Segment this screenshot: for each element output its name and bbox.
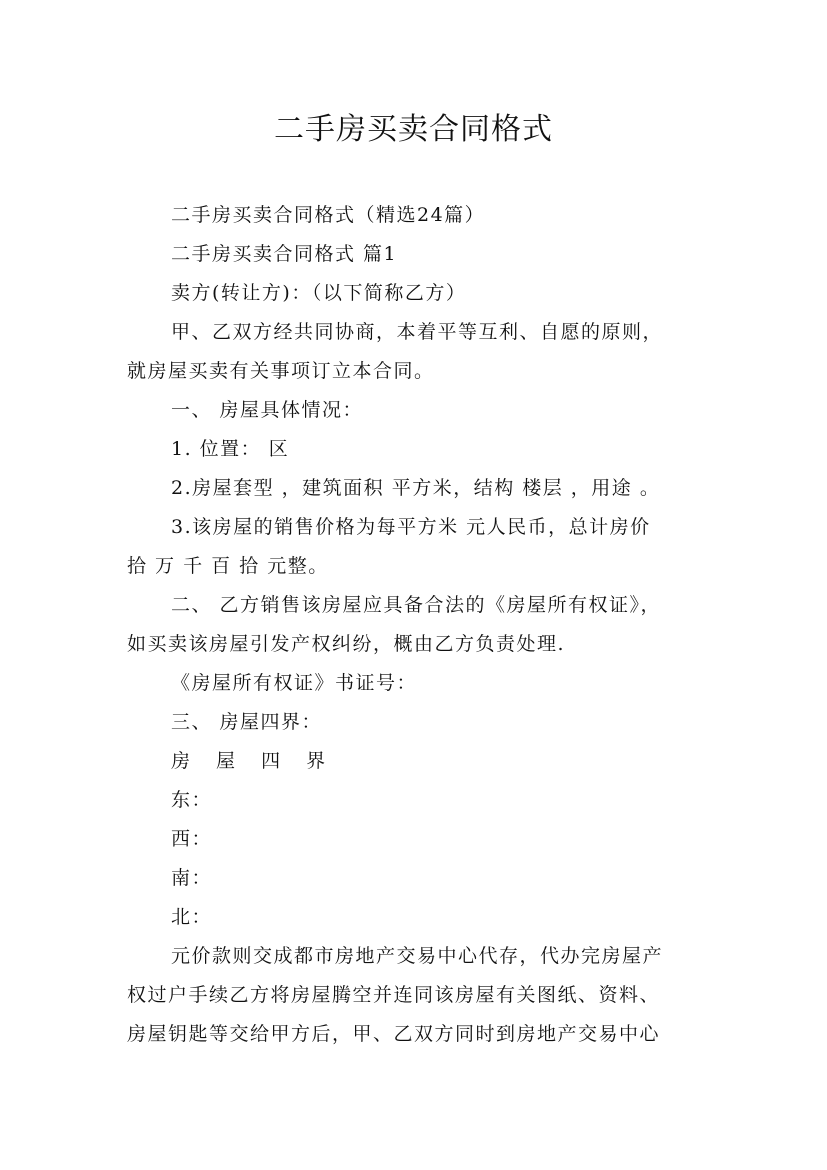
boundary-heading-line: 房 屋 四 界 (171, 750, 336, 772)
paragraph-line: 元价款则交成都市房地产交易中心代存，代办完房屋产 (171, 945, 664, 967)
paragraph-line: 如买卖该房屋引发产权纠纷，概由乙方负责处理. (127, 633, 566, 655)
subtitle-line: 二手房买卖合同格式（精选24篇） (171, 204, 486, 226)
clause-item-line: 1. 位置： 区 (171, 438, 290, 460)
clause-item-line: 2.房屋套型 ，建筑面积 平方米，结构 楼层 ，用途 。 (171, 477, 661, 499)
clause-heading-line: 一、 房屋具体情况： (171, 399, 364, 421)
clause-item-line: 拾 万 千 百 拾 元整。 (127, 555, 329, 577)
boundary-east-line: 东： (171, 789, 213, 811)
seller-line: 卖方(转让方)：（以下简称乙方） (171, 282, 467, 304)
document-title: 二手房买卖合同格式 (274, 112, 553, 147)
boundary-north-line: 北： (171, 906, 213, 928)
certificate-number-line: 《房屋所有权证》书证号： (171, 672, 418, 694)
paragraph-line: 就房屋买卖有关事项订立本合同。 (127, 360, 435, 382)
paragraph-line: 权过户手续乙方将房屋腾空并连同该房屋有关图纸、资料、 (127, 984, 661, 1006)
boundary-west-line: 西： (171, 828, 213, 850)
paragraph-line: 甲、乙双方经共同协商，本着平等互利、自愿的原则， (171, 321, 664, 343)
clause-heading-line: 三、 房屋四界： (171, 711, 323, 733)
clause-item-line: 3.该房屋的销售价格为每平方米 元人民币，总计房价 (171, 516, 651, 538)
paragraph-line: 房屋钥匙等交给甲方后，甲、乙双方同时到房地产交易中心 (127, 1023, 661, 1045)
clause-heading-line: 二、 乙方销售该房屋应具备合法的《房屋所有权证》， (171, 594, 662, 616)
boundary-south-line: 南： (171, 867, 213, 889)
section-heading-line: 二手房买卖合同格式 篇1 (171, 243, 398, 265)
